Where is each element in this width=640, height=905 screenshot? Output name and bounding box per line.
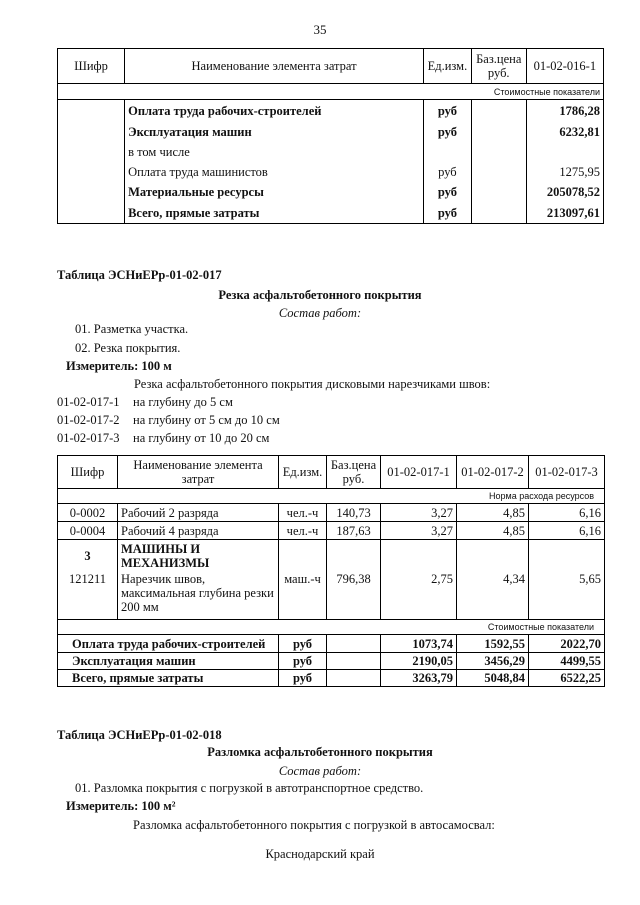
header-base-price: Баз.цена руб. xyxy=(471,49,526,84)
resource-table-01-02-017 xyxy=(57,455,605,687)
header-col: 01-02-016-1 xyxy=(526,49,603,84)
table-title-018: Таблица ЭСНиЕРр-01-02-018 xyxy=(57,728,222,742)
table-row xyxy=(58,182,604,203)
header-code: Шифр xyxy=(58,456,118,489)
header-col-2: 01-02-017-2 xyxy=(457,456,529,489)
header-base-price: Баз.цена руб. xyxy=(327,456,381,489)
cost-table-01-02-016 xyxy=(57,48,604,224)
row-value: 6232,81 xyxy=(526,122,603,142)
section-title-017: Резка асфальтобетонного покрытия xyxy=(218,288,422,302)
meter: Измеритель: 100 м xyxy=(66,359,172,373)
description: Разломка асфальтобетонного покрытия с погрузкой в автосамосвал: xyxy=(133,818,495,832)
row-name: Материальные ресурсы xyxy=(125,182,424,203)
cost-label: Стоимостные показатели xyxy=(58,620,605,635)
header-col-1: 01-02-017-1 xyxy=(381,456,457,489)
section-title: МАШИНЫ И МЕХАНИЗМЫ xyxy=(118,540,279,572)
row-name: Всего, прямые затраты xyxy=(125,203,424,224)
description: Резка асфальтобетонного покрытия дисковыми нарезчиками швов: xyxy=(134,377,491,391)
table-row: 0-0002 Рабочий 2 разряда чел.-ч 140,73 3,27 4,85 6,16 xyxy=(58,504,605,522)
table-row: Всего, прямые затраты руб 3263,79 5048,84 6522,25 xyxy=(58,670,605,687)
machines-header-row xyxy=(58,540,605,572)
row-name: в том числе xyxy=(125,142,424,162)
header-code: Шифр xyxy=(58,49,125,84)
row-name: Эксплуатация машин xyxy=(125,122,424,142)
row-value: 205078,52 xyxy=(526,182,603,203)
table-row xyxy=(58,142,604,162)
footer-region: Краснодарский край xyxy=(265,847,375,861)
table-row: Оплата труда рабочих-строителей руб 1073,74 1592,55 2022,70 xyxy=(58,635,605,653)
header-col-3: 01-02-017-3 xyxy=(529,456,605,489)
table-row: 0-0004 Рабочий 4 разряда чел.-ч 187,63 3,27 4,85 6,16 xyxy=(58,522,605,540)
row-unit: руб xyxy=(424,100,472,122)
header-name: Наименование элемента затрат xyxy=(125,49,424,84)
row-unit: руб xyxy=(424,182,472,203)
table-row xyxy=(58,122,604,142)
item-code: 01-02-017-2 xyxy=(57,413,120,427)
header-name: Наименование элемента затрат xyxy=(118,456,279,489)
works-label: Состав работ: xyxy=(278,764,362,778)
section-title-018: Разломка асфальтобетонного покрытия xyxy=(207,745,433,759)
row-name: Оплата труда рабочих-строителей xyxy=(125,100,424,122)
row-unit: руб xyxy=(424,162,472,182)
section-number: 3 xyxy=(58,540,118,572)
table-row xyxy=(58,162,604,182)
header-unit: Ед.изм. xyxy=(279,456,327,489)
row-unit: руб xyxy=(424,203,472,224)
meter: Измеритель: 100 м² xyxy=(66,799,176,813)
works-label: Состав работ: xyxy=(278,306,362,320)
work-item: 02. Резка покрытия. xyxy=(75,341,181,355)
subheader: Стоимостные показатели xyxy=(58,84,604,100)
row-name: Оплата труда машинистов xyxy=(125,162,424,182)
row-unit: руб xyxy=(424,122,472,142)
table-row: 121211 Нарезчик швов, максимальная глубина резки 200 мм маш.-ч 796,38 2,75 4,34 5,65 xyxy=(58,572,605,620)
row-value: 213097,61 xyxy=(526,203,603,224)
norm-label: Норма расхода ресурсов xyxy=(58,489,605,504)
row-value: 1275,95 xyxy=(526,162,603,182)
table-title-017: Таблица ЭСНиЕРр-01-02-017 xyxy=(57,268,222,282)
table-row: Эксплуатация машин руб 2190,05 3456,29 4499,55 xyxy=(58,653,605,670)
page-number: 35 xyxy=(313,22,327,37)
table-row xyxy=(58,203,604,224)
work-item: 01. Разломка покрытия с погрузкой в автотранспортное средство. xyxy=(75,781,424,795)
table-row xyxy=(58,100,604,122)
row-value: 1786,28 xyxy=(526,100,603,122)
work-item: 01. Разметка участка. xyxy=(75,322,189,336)
item-code: 01-02-017-1 xyxy=(57,395,120,409)
item-text: на глубину от 10 до 20 см xyxy=(133,431,270,445)
item-code: 01-02-017-3 xyxy=(57,431,120,445)
item-text: на глубину от 5 см до 10 см xyxy=(133,413,280,427)
header-unit: Ед.изм. xyxy=(424,49,472,84)
item-text: на глубину до 5 см xyxy=(133,395,233,409)
